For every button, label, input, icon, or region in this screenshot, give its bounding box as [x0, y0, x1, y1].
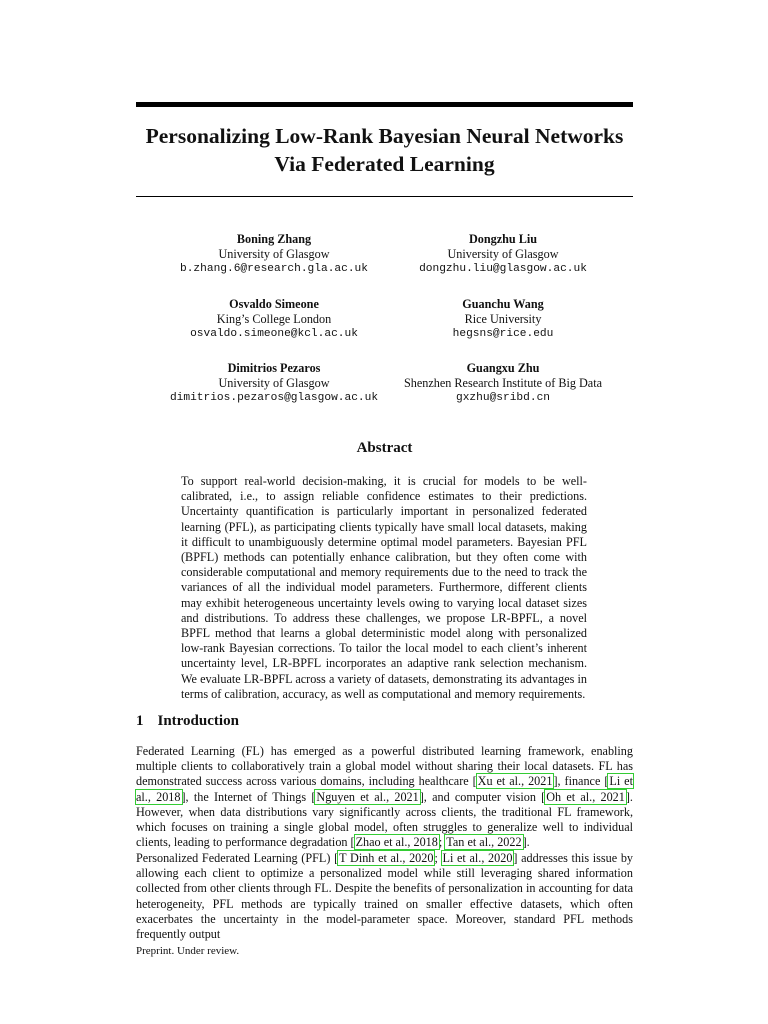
author-affiliation: University of Glasgow [218, 376, 330, 390]
citation-link[interactable]: Zhao et al., 2018 [355, 835, 438, 850]
paper-title: Personalizing Low-Rank Bayesian Neural Networks Via Federated Learning [145, 124, 624, 176]
citation-link[interactable]: Tan et al., 2022 [446, 835, 522, 850]
citation-link[interactable]: Nguyen et al., 2021 [316, 789, 419, 804]
paragraph-text: ], and computer vision [ [419, 789, 546, 804]
paragraph-text: ]. However, when data distributions vary significantly across clients, the traditional FL framework, which focuses on training a single global model, often struggles to generalize well to individual clients, leading to performance degradation [ [136, 789, 633, 850]
author-affiliation: University of Glasgow [447, 247, 559, 261]
author-affiliation: Rice University [464, 312, 542, 326]
paragraph-text: ; [438, 835, 446, 850]
author-name: Boning Zhang [236, 232, 312, 246]
author-name: Dimitrios Pezaros [227, 361, 321, 375]
paragraph-text: Personalized Federated Learning (PFL) [ [136, 851, 339, 865]
paragraph-text: Federated Learning (FL) has emerged as a powerful distributed learning framework, enabling multiple clients to collaboratively train a global model without sharing their local datasets. FL has demonstrated success across various domains, including healthcare [ [136, 744, 633, 789]
abstract-text: To support real-world decision-making, it is crucial for models to be well-calibrated, i.e., to assign reliable confidence estimates to their predictions. Uncertainty quantification is particularly important in personalized federated learning (PFL), as participating clients typically have small local datasets, making it difficult to unambiguously determine optimal model parameters. Bayesian PFL (BPFL) methods can potentially enhance calibration, but they often come with considerable computational and memory requirements due to the need to track the variances of all the individual model parameters. Furthermore, different clients may exhibit heterogeneous uncertainty levels owing to varying local dataset sizes and distributions. To address these challenges, we propose LR-BPFL, a novel BPFL method that learns a global deterministic model along with personalized low-rank Bayesian corrections. To tailor the local model to each client’s inherent uncertainty level, LR-BPFL incorporates an adaptive rank selection mechanism. We evaluate LR-BPFL across a variety of datasets, demonstrating its advantages in terms of calibration, accuracy, as well as computational and memory requirements. [181, 474, 587, 701]
author-email[interactable]: gxzhu@sribd.cn [456, 392, 550, 404]
paragraph-text: ] addresses this issue by allowing each client to optimize a personalized model while still leveraging shared information collected from other clients through FL. Despite the benefits of personalization in accounting for data heterogeneity, PFL methods are typically trained on smaller effective datasets, which often exacerbates the uncertainty in the model-parameter space. Moreover, standard PFL methods frequently output [136, 851, 634, 942]
citation-link[interactable]: Xu et al., 2021 [477, 774, 553, 789]
author-name: Osvaldo Simeone [229, 297, 319, 311]
author-affiliation: University of Glasgow [218, 247, 330, 261]
section-heading [136, 713, 239, 730]
author-email[interactable]: hegsns@rice.edu [452, 328, 554, 340]
intro-paragraph-2 [136, 851, 633, 942]
author-name: Guangxu Zhu [466, 361, 540, 375]
author-name: Guanchu Wang [462, 297, 544, 311]
section-number: 1 [136, 713, 144, 729]
footer-note: Preprint. Under review. [136, 945, 240, 957]
author-email[interactable]: dimitrios.pezaros@glasgow.ac.uk [169, 392, 379, 404]
title-rule [136, 196, 633, 197]
section-title: Introduction [157, 713, 239, 729]
author-email[interactable]: osvaldo.simeone@kcl.ac.uk [190, 328, 358, 340]
author-name: Dongzhu Liu [468, 232, 538, 246]
paragraph-text: ]. [522, 835, 530, 850]
author-block [353, 232, 653, 277]
citation-link[interactable]: Oh et al., 2021 [546, 789, 625, 804]
top-rule [136, 102, 633, 107]
author-email[interactable]: dongzhu.liu@glasgow.ac.uk [419, 263, 587, 275]
abstract-heading: Abstract [356, 440, 413, 456]
author-block [353, 297, 653, 342]
author-email[interactable]: b.zhang.6@research.gla.ac.uk [180, 263, 368, 275]
paragraph-text: ], the Internet of Things [ [181, 789, 316, 804]
citation-link[interactable]: Li et al., 2020 [442, 851, 513, 865]
paragraph-text: ], finance [ [553, 774, 609, 789]
citation-link[interactable]: Li et al., 2018 [136, 774, 633, 804]
paragraph-text: ; [434, 851, 442, 865]
author-affiliation: Shenzhen Research Institute of Big Data [404, 376, 602, 390]
author-block [353, 361, 653, 406]
intro-paragraph-1 [136, 744, 633, 850]
citation-link[interactable]: T Dinh et al., 2020 [339, 851, 434, 865]
author-affiliation: King’s College London [216, 312, 332, 326]
